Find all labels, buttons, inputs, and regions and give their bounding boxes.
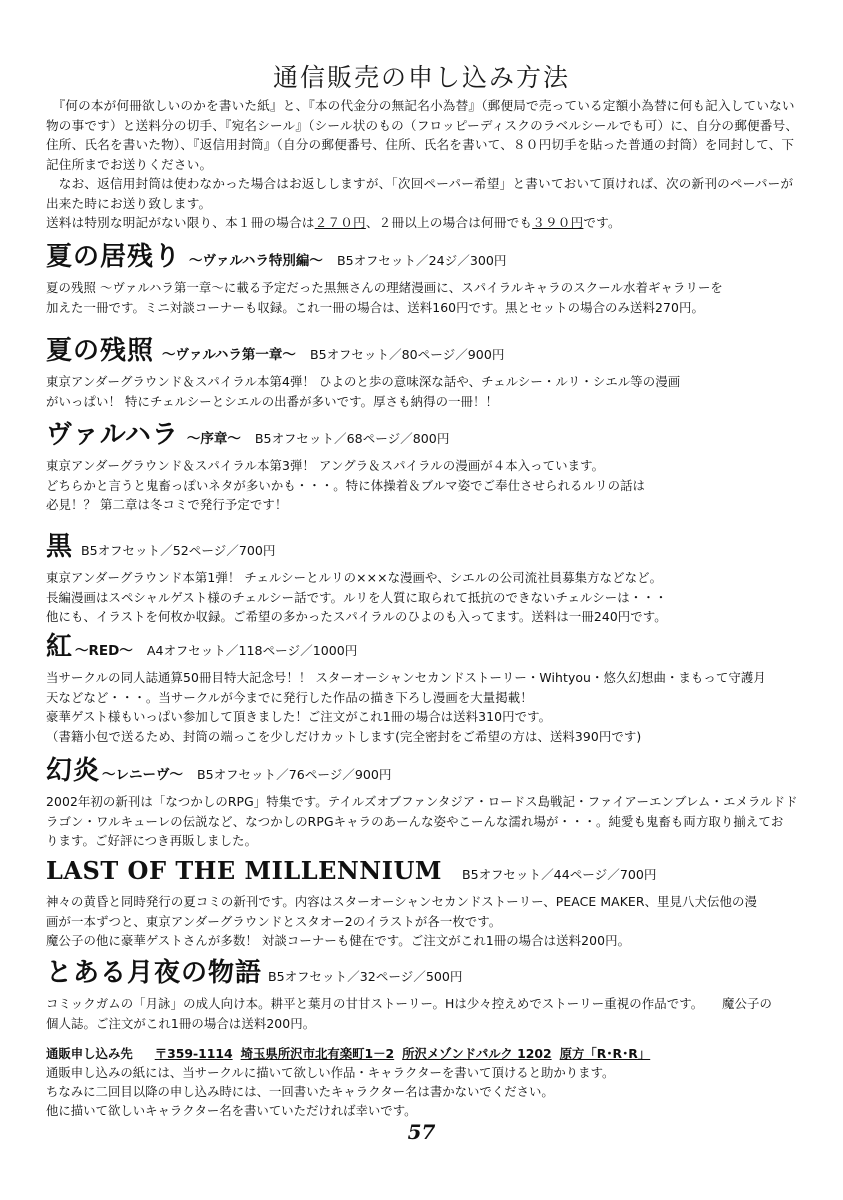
book-section (46, 854, 806, 951)
book-section (46, 418, 806, 515)
book-subtitle: ～RED～ (75, 643, 133, 659)
book-spec: B5オフセット／80ページ／900円 (309, 347, 505, 362)
page-title: 通信販売の申し込み方法 (272, 63, 570, 92)
book-line: 当サークルの同人誌通算50冊目特大記念号！！ スターオーシャンセカンドストーリー・Wihtyou・悠久幻想曲・まもって守護月 (46, 670, 766, 685)
book-line: 2002年初の新刊は「なつかしのRPG」特集です。テイルズオブファンタジア・ロードス島戦記・ファイアーエンブレム・エメラルドド (46, 794, 798, 809)
intro-text (46, 96, 806, 233)
book-line: ります。ご好評につき再販しました。 (46, 833, 258, 849)
book-description (46, 668, 806, 746)
book-line: 他にも、イラストを何枚か収録。ご希望の多かったスパイラルのひよのも入ってます。送料は一冊240円です。 (46, 609, 667, 625)
book-line: 長編漫画はスペシャルゲスト様のチェルシー話です。ルリを人質に取られて抵抗のできないチェルシーは・・・ (46, 589, 668, 605)
address: 埼玉県所沢市北有楽町1－2 (240, 1046, 395, 1061)
book-spec: B5オフセット／52ページ／700円 (81, 543, 276, 558)
book-section (46, 334, 806, 411)
book-subtitle: ～ヴァルハラ特別編～ (189, 253, 323, 269)
book-description (46, 994, 806, 1033)
book-line: 東京アンダーグラウンド＆スパイラル本第3弾！ アングラ＆スパイラルの漫画が４本入っています。 (46, 458, 605, 473)
book-line: 加えた一冊です。ミニ対談コーナーも収録。これ一冊の場合は、送料160円です。黒とセットの場合のみ送料270円。 (46, 299, 704, 315)
book-description (46, 568, 806, 627)
order-address (155, 1046, 658, 1061)
intro-p1-text: 『何の本が何冊欲しいのかを書いた紙』と、『本の代金分の無記名小為替』（郵便局で売っている定額小為替に何も記入していない物の事です）と送料分の切手、『宛名シール』（シール状のもの（フロッピーディスクのラベルシールでも可）に、自分の郵便番号、住所、氏名を書いた物）、『返信用封筒』（自分の郵便番号、住所、氏名を書いて、８０円切手を貼った普通の封筒）を同封して、下記住所までお送りください。 (46, 98, 799, 172)
book-heading (46, 240, 806, 278)
shipping-text-c: 、２冊以上の場合は何冊でも (365, 215, 533, 230)
intro-p2-text: なお、返信用封筒は使わなかった場合はお返ししますが、「次回ペーパー希望」と書いておいて頂ければ、次の新刊のペーパーが出来た時にお送り致します。 (46, 176, 794, 211)
book-description (46, 278, 806, 317)
page-number: 57 (407, 1120, 436, 1144)
book-line: 東京アンダーグラウンド本第1弾！ チェルシーとルリの×××な漫画や、シエルの公司流社員募集方などなど。 (46, 570, 663, 585)
order-label: 通販申し込み先 (46, 1046, 133, 1061)
book-spec: B5オフセット／44ページ／700円 (461, 867, 657, 882)
book-title: 夏の居残り (46, 242, 182, 272)
book-spec: A4オフセット／118ページ／1000円 (146, 643, 358, 658)
book-description (46, 456, 806, 515)
intro-paragraph-1 (46, 96, 806, 174)
book-description (46, 792, 806, 851)
book-spec: B5オフセット／68ページ／800円 (254, 431, 450, 446)
book-line: 天などなど・・・。当サークルが今までに発行した作品の描き下ろし漫画を大量掲載！ (46, 689, 533, 705)
book-section (46, 530, 806, 627)
order-section (46, 1044, 806, 1120)
book-line: 東京アンダーグラウンド＆スパイラル本第4弾！ ひよのと歩の意味深な話や、チェルシー・ルリ・シエル等の漫画 (46, 374, 681, 389)
book-title: 黒 (46, 532, 74, 562)
shipping-multi-price: ３９０円 (532, 215, 584, 230)
book-section (46, 956, 806, 1033)
order-address-row (46, 1044, 806, 1063)
book-description (46, 372, 806, 411)
book-line: がいっぱい！ 特にチェルシーとシエルの出番が多いです。厚さも納得の一冊！！ (46, 393, 499, 409)
book-spec: B5オフセット／76ページ／900円 (197, 767, 392, 782)
book-title: ヴァルハラ (46, 420, 179, 450)
book-line: 必見！？ 第二章は冬コミで発行予定です！ (46, 497, 288, 513)
book-heading (46, 530, 806, 568)
book-title: とある月夜の物語 (46, 958, 263, 988)
building: 所沢メゾンドパルク 1202 (402, 1046, 552, 1061)
shipping-text-a: 送料は特別な明記がない限り、本１冊の場合は (46, 215, 315, 230)
book-subtitle: ～ヴァルハラ第一章～ (162, 347, 296, 363)
book-description (46, 892, 806, 951)
book-heading (46, 334, 806, 372)
book-section (46, 754, 806, 851)
book-heading (46, 854, 806, 892)
book-heading (46, 956, 806, 994)
book-spec: B5オフセット／24ジ／300円 (336, 253, 507, 268)
book-title: LAST OF THE MILLENNIUM (46, 856, 442, 885)
book-section (46, 630, 806, 746)
book-heading (46, 630, 806, 668)
book-title: 幻炎 (46, 756, 101, 786)
book-spec: B5オフセット／32ページ／500円 (268, 969, 463, 984)
book-title: 紅 (46, 632, 74, 662)
order-note: 通販申し込みの紙には、当サークルに描いて欲しい作品・キャラクターを書いて頂けると助かります。 (46, 1065, 615, 1080)
book-line: コミックガムの「月詠」の成人向け本。耕平と葉月の甘甘ストーリー。Hは少々控えめでストーリー重視の作品です。 魔公子の (46, 996, 772, 1011)
book-subtitle: ～序章～ (186, 431, 241, 447)
book-title: 夏の残照 (46, 336, 155, 366)
intro-paragraph-3 (46, 213, 806, 233)
book-line: 魔公子の他に豪華ゲストさんが多数！ 対談コーナーも健在です。ご注文がこれ1冊の場合は送料200円。 (46, 933, 631, 949)
book-heading (46, 418, 806, 456)
recipient: 原方「R･R･R」 (559, 1046, 651, 1061)
intro-paragraph-2 (46, 174, 806, 213)
order-note: 他に描いて欲しいキャラクター名を書いていただければ幸いです。 (46, 1103, 417, 1118)
postal-code: 〒359-1114 (154, 1046, 233, 1061)
book-line: 画が一本ずつと、東京アンダーグラウンドとスタオー2のイラストが各一枚です。 (46, 913, 502, 929)
book-line: （書籍小包で送るため、封筒の端っこを少しだけカットします(完全密封をご希望の方は、送料390円です) (46, 728, 642, 744)
book-heading (46, 754, 806, 792)
book-line: 豪華ゲスト様もいっぱい参加して頂きました！ご注文がこれ1冊の場合は送料310円です。 (46, 709, 552, 725)
book-line: ラゴン・ワルキューレの伝説など、なつかしのRPGキャラのあーんな姿やこーんな濡れ場が・・・。純愛も鬼畜も両方取り揃えてお (46, 813, 784, 829)
shipping-text-e: です。 (583, 215, 621, 230)
shipping-single-price: ２７０円 (314, 215, 366, 230)
book-section (46, 240, 806, 317)
book-line: 個人誌。ご注文がこれ1冊の場合は送料200円。 (46, 1015, 316, 1031)
book-line: 夏の残照 ～ヴァルハラ第一章～に載る予定だった黒無さんの理緒漫画に、スパイラルキャラのスクール水着ギャラリーを (46, 280, 723, 295)
order-note: ちなみに二回目以降の申し込み時には、一回書いたキャラクター名は書かないでください。 (46, 1084, 554, 1099)
book-line: どちらかと言うと鬼畜っぽいネタが多いかも・・・。特に体操着＆ブルマ姿でご奉仕させられるルリの話は (46, 477, 646, 493)
book-subtitle: ～レニーヴ～ (102, 767, 184, 783)
book-line: 神々の黄昏と同時発行の夏コミの新刊です。内容はスターオーシャンセカンドストーリー、PEACE MAKER、里見八犬伝他の漫 (46, 894, 757, 909)
